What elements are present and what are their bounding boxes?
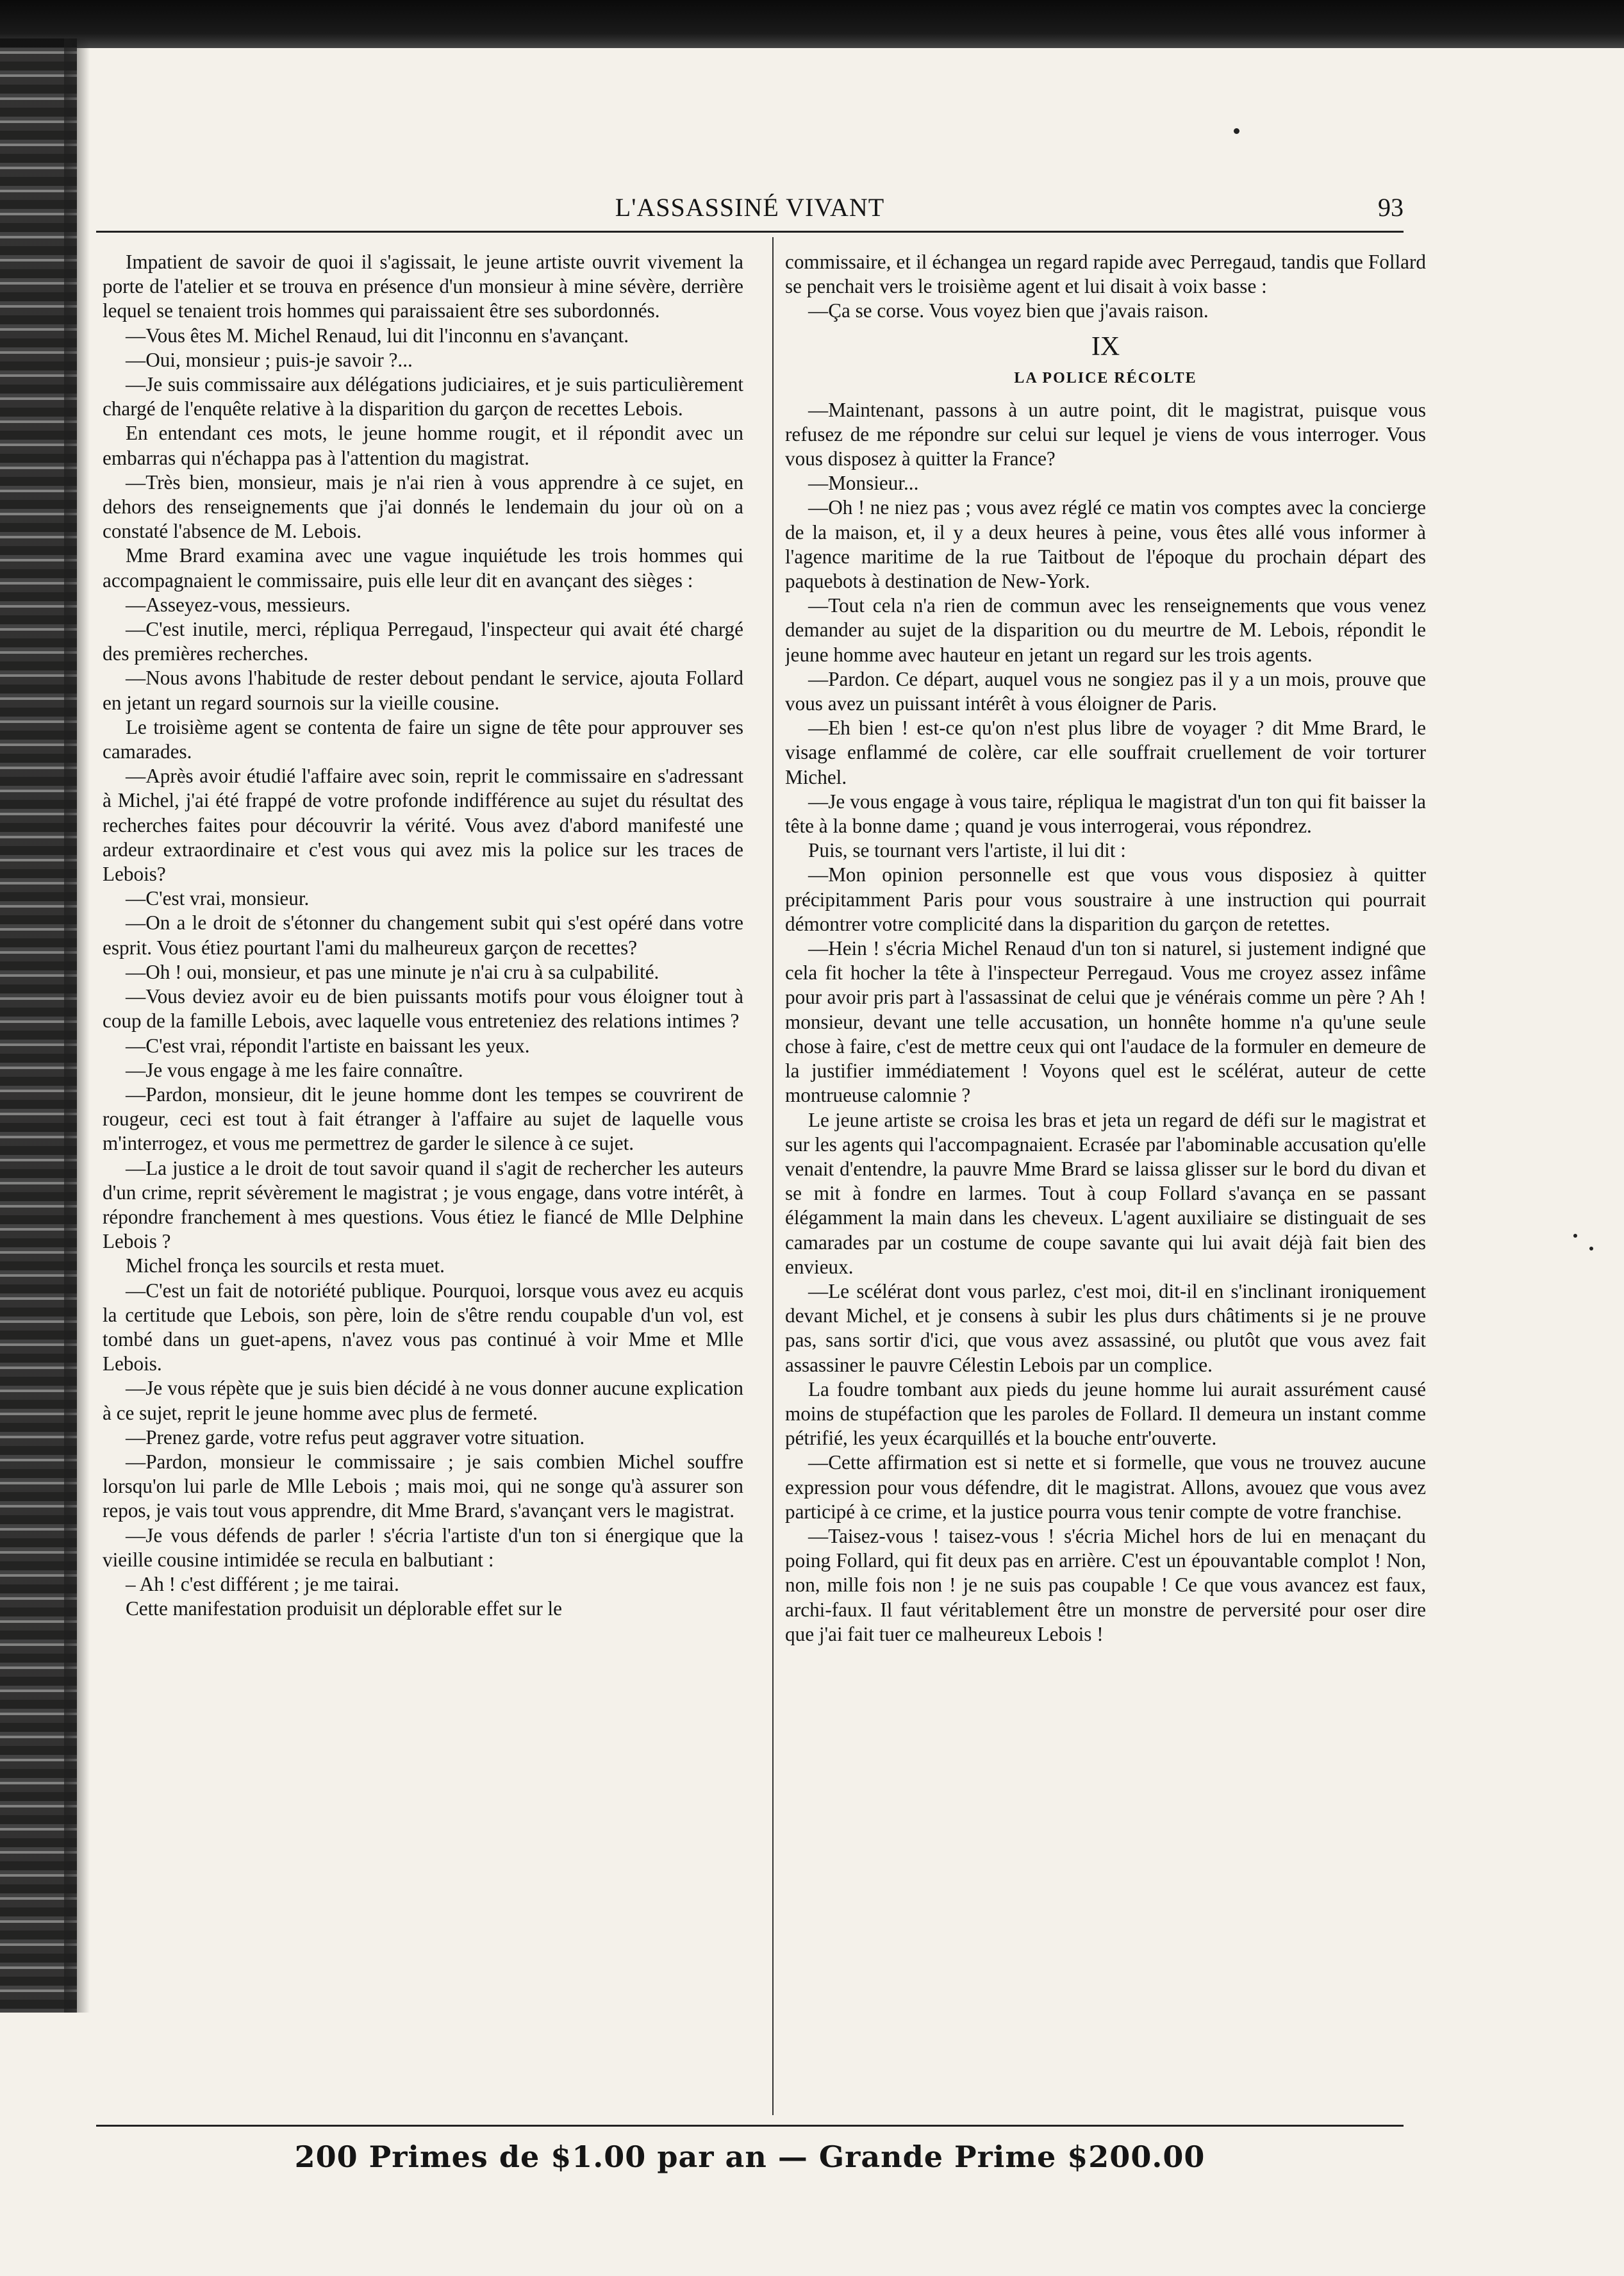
paragraph: —Oh ! oui, monsieur, et pas une minute je n'ai cru à sa culpabilité. (126, 960, 659, 983)
paragraph: En entendant ces mots, le jeune homme rougit, et il répondit avec un embarras qui n'échappa pas à l'attention du magistrat. (103, 422, 743, 469)
paragraph: —Cette affirmation est si nette et si formelle, que vous ne trouvez aucune expression pour vous défendre, dit le magistrat. Allons, avouez que vous avez participé à ce crime, et la justice pourra vous tenir compte de votre franchise. (785, 1451, 1426, 1523)
header-rule (96, 231, 1404, 233)
paragraph: —Oh ! ne niez pas ; vous avez réglé ce matin vos comptes avec la concierge de la maison, et, il y a deux heures à peine, vous êtes allé vous informer à l'agence maritime de la rue Taitbout de l'époque du prochain départ des paquebots à destination de New-York. (785, 496, 1426, 593)
paragraph: —Vous êtes M. Michel Renaud, lui dit l'inconnu en s'avançant. (126, 324, 629, 347)
ink-speck (1234, 128, 1239, 134)
left-column (103, 250, 743, 2109)
paragraph: —Tout cela n'a rien de commun avec les renseignements que vous venez demander au sujet de la disparition ou du meurtre de M. Lebois, répondit le jeune homme avec hauteur en jetant un regard sur les trois agents. (785, 594, 1426, 666)
paragraph: —Ça se corse. Vous voyez bien que j'avais raison. (808, 299, 1209, 322)
chapter-title: LA POLICE RÉCOLTE (1014, 369, 1197, 386)
paragraph: —Oui, monsieur ; puis-je savoir ?... (126, 348, 413, 371)
scan-top-bar (0, 0, 1624, 48)
paragraph: —Prenez garde, votre refus peut aggraver votre situation. (126, 1425, 585, 1449)
footer-rule (96, 2125, 1404, 2127)
paragraph: —Pardon. Ce départ, auquel vous ne songiez pas il y a un mois, prouve que vous avez un puissant intérêt à vous éloigner de Paris. (785, 667, 1426, 715)
paragraph: —Je vous répète que je suis bien décidé à ne vous donner aucune explication à ce sujet, reprit le jeune homme avec plus de fermeté. (103, 1377, 743, 1424)
paragraph: —Monsieur... (808, 472, 919, 495)
paragraph: —Nous avons l'habitude de rester debout pendant le service, ajouta Follard en jetant un regard sournois sur la vieille cousine. (103, 667, 743, 714)
page-number: 93 (1378, 193, 1404, 222)
running-title: L'ASSASSINÉ VIVANT (615, 193, 885, 222)
paragraph: —Je vous engage à me les faire connaître. (126, 1058, 463, 1081)
paragraph: —Hein ! s'écria Michel Renaud d'un ton si naturel, si justement indigné que cela fit hocher la tête à l'inspecteur Perregaud. Vous me croyez assez infâme pour avoir pris part à l'assassinat de celui que je vénérais comme un père ? Ah ! monsieur, devant une telle accusation, un honnête homme n'a qu'une seule chose à faire, c'est de mettre ceux qui ont l'audace de la formuler en demeure de la justifier immédiatement ! Voyons quel est le scélérat, auteur de cette montrueuse calomnie ? (785, 937, 1426, 1107)
paragraph: —Je vous défends de parler ! s'écria l'artiste d'un ton si énergique que la vieille cousine intimidée se recula en balbutiant : (103, 1524, 743, 1571)
binding-shadow (64, 38, 90, 2013)
paragraph: – Ah ! c'est différent ; je me tairai. (126, 1572, 399, 1595)
paragraph: La foudre tombant aux pieds du jeune homme lui aurait assurément causé moins de stupéfaction que les paroles de Follard. Il demeura un instant comme pétrifié, les yeux écarquillés et la bouche entr'ouverte. (785, 1377, 1426, 1450)
paragraph: commissaire, et il échangea un regard rapide avec Perregaud, tandis que Follard se penchait vers le troisième agent et lui disait à voix basse : (785, 251, 1426, 298)
paragraph: —On a le droit de s'étonner du changement subit qui s'est opéré dans votre esprit. Vous étiez pourtant l'ami du malheureux garçon de recettes? (103, 911, 743, 959)
paragraph: —Très bien, monsieur, mais je n'ai rien à vous apprendre à ce sujet, en dehors des renseignements que j'ai donnés le lendemain du jour où on a constaté l'absence de M. Lebois. (103, 470, 743, 543)
right-column (785, 250, 1426, 2109)
footer-banner: 200 Primes de $1.00 par an — Grande Prime $200.00 (294, 2139, 1206, 2174)
paragraph: —Après avoir étudié l'affaire avec soin, reprit le commissaire en s'adressant à Michel, j'ai été frappé de votre profonde indifférence au sujet du résultat des recherches faites pour découvrir la vérité. Vous avez d'abord manifesté une ardeur extraordinaire et c'est vous qui avez mis la police sur les traces de Lebois? (103, 765, 743, 886)
paragraph: —La justice a le droit de tout savoir quand il s'agit de rechercher les auteurs d'un crime, reprit sévèrement le magistrat ; je vous engage, dans votre intérêt, à répondre franchement à mes questions. Vous étiez le fiancé de Mlle Delphine Lebois ? (103, 1156, 743, 1253)
ink-speck (1573, 1234, 1577, 1238)
page-header (96, 192, 1404, 224)
paragraph: —Vous deviez avoir eu de bien puissants motifs pour vous éloigner tout à coup de la famille Lebois, avec laquelle vous entreteniez des relations intimes ? (103, 985, 743, 1033)
paragraph: —Mon opinion personnelle est que vous vous disposiez à quitter précipitamment Paris pour vous soustraire à une instruction qui pourrait démontrer votre complicité dans la disparition du garçon de retettes. (785, 863, 1426, 935)
paragraph: Cette manifestation produisit un déplorable effet sur le (126, 1597, 563, 1620)
paragraph: —Eh bien ! est-ce qu'on n'est plus libre de voyager ? dit Mme Brard, le visage enflammé de colère, car elle souffrait cruellement de voir torturer Michel. (785, 717, 1426, 788)
paragraph: Michel fronça les sourcils et resta muet. (126, 1254, 445, 1277)
paragraph: Le troisième agent se contenta de faire un signe de tête pour approuver ses camarades. (103, 715, 743, 763)
paragraph: —Le scélérat dont vous parlez, c'est moi, dit-il en s'inclinant ironiquement devant Michel, et je consens à subir les plus durs châtiments si je ne prouve pas, sans sortir d'ici, que vous avez assassiné, ou plutôt que vous avez fait assassiner le pauvre Célestin Lebois par un complice. (785, 1279, 1426, 1376)
paragraph: —C'est vrai, monsieur. (126, 887, 310, 910)
paragraph: Mme Brard examina avec une vague inquiétude les trois hommes qui accompagnaient le commissaire, puis elle leur dit en avançant des sièges : (103, 544, 743, 592)
paragraph: —C'est un fait de notoriété publique. Pourquoi, lorsque vous avez eu acquis la certitude que Lebois, son père, loin de s'être rendu coupable d'un vol, est tombé dans un guet-apens, n'avez vous pas continué à voir Mme et Mlle Lebois. (103, 1279, 743, 1375)
paragraph: Le jeune artiste se croisa les bras et jeta un regard de défi sur le magistrat et sur les agents qui l'accompagnaient. Ecrasée par l'abominable accusation qu'elle venait d'entendre, la pauvre Mme Brard se laissa glisser sur le bord du divan et se mit à fondre en larmes. Tout à coup Follard s'avança en se passant élégamment la main dans les cheveux. L'agent auxiliaire se distinguait de ses camarades par un costume de coupe savante qui lui avait déjà fait bien des envieux. (785, 1108, 1426, 1278)
paragraph: —C'est inutile, merci, répliqua Perregaud, l'inspecteur qui avait été chargé des premières recherches. (103, 618, 743, 665)
paragraph: —C'est vrai, répondit l'artiste en baissant les yeux. (126, 1034, 530, 1057)
paragraph: —Taisez-vous ! taisez-vous ! s'écria Michel hors de lui en menaçant du poing Follard, qui fit deux pas en arrière. C'est un épouvantable complot ! Non, non, mille fois non ! je ne suis pas coupable ! Ce que vous avancez est faux, archi-faux. Il faut véritablement être un monstre de perversité pour oser dire que j'ai fait tuer ce malheureux Lebois ! (785, 1524, 1426, 1645)
ink-speck (1589, 1247, 1593, 1250)
paragraph: —Je suis commissaire aux délégations judiciaires, et je suis particulièrement chargé de l'enquête relative à la disparition du garçon de recettes Lebois. (103, 373, 743, 420)
paragraph: Impatient de savoir de quoi il s'agissait, le jeune artiste ouvrit vivement la porte de l'atelier et se trouva en présence d'un monsieur à mine sévère, derrière lequel se tenaient trois hommes qui paraissaient être ses subordonnés. (103, 251, 743, 322)
chapter-body (785, 398, 1426, 1647)
paragraph: —Pardon, monsieur, dit le jeune homme dont les tempes se couvrirent de rougeur, ceci est tout à fait étranger à l'affaire au sujet de laquelle vous m'interrogez, et vous me permettrez de garder le silence à ce sujet. (103, 1083, 743, 1155)
column-divider (772, 237, 774, 2115)
right-column-continuation (785, 250, 1426, 324)
paragraph: —Maintenant, passons à un autre point, dit le magistrat, puisque vous refusez de me répondre sur celui sur lequel je viens de vous interroger. Vous vous disposez à quitter la France? (785, 398, 1426, 470)
paragraph: Puis, se tournant vers l'artiste, il lui dit : (808, 839, 1126, 862)
chapter-number: IX (1091, 331, 1120, 361)
paragraph: —Pardon, monsieur le commissaire ; je sais combien Michel souffre lorsqu'on lui parle de Mlle Lebois ; mais moi, qui ne songe qu'à assurer son repos, je vais tout vous apprendre, dit Mme Brard, s'avançant vers le magistrat. (103, 1450, 743, 1522)
paragraph: —Je vous engage à vous taire, répliqua le magistrat d'un ton qui fit baisser la tête à la bonne dame ; quand je vous interrogerai, vous répondrez. (785, 790, 1426, 838)
paragraph: —Asseyez-vous, messieurs. (126, 593, 351, 616)
